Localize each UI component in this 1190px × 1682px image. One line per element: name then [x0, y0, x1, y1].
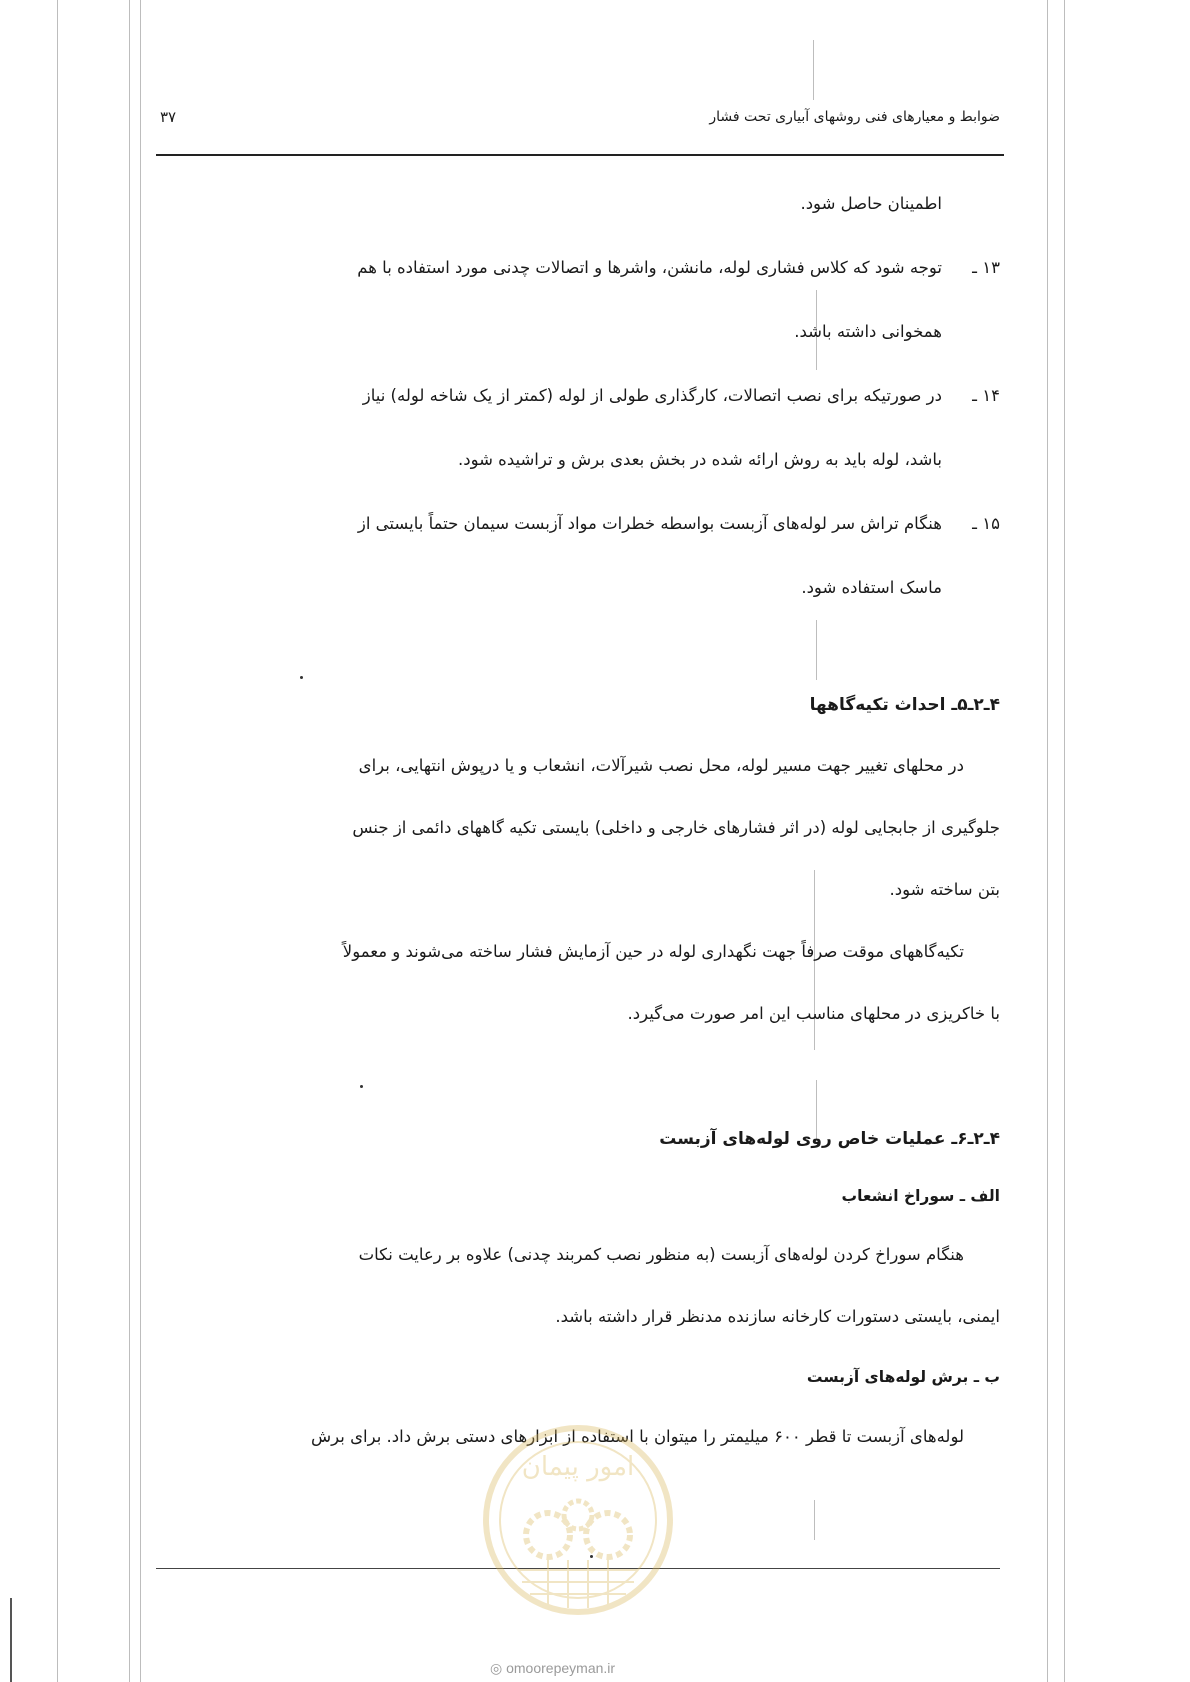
paragraph-line: لوله‌های آزبست تا قطر ۶۰۰ میلیمتر را میتوان با استفاده از ابزارهای دستی برش داد. برای برش: [311, 1427, 964, 1446]
paragraph-line: با خاکریزی در محلهای مناسب این امر صورت می‌گیرد.: [627, 1004, 1000, 1023]
paragraph-line: تکیه‌گاههای موقت صرفاً جهت نگهداری لوله در حین آزمایش فشار ساخته می‌شوند و معمولاً: [342, 942, 964, 961]
section-asbestos-ops: [160, 1110, 1000, 1468]
watermark-site: ◎ omoorepeyman.ir: [490, 1660, 616, 1676]
watermark-seal-icon: [478, 1420, 678, 1620]
scan-edge-line: [57, 0, 58, 1682]
section-supports: [160, 675, 1000, 1045]
item-text: در صورتیکه برای نصب اتصالات، کارگذاری طولی از لوله (کمتر از یک شاخه لوله) نیاز: [362, 386, 942, 405]
paragraph-line: هنگام سوراخ کردن لوله‌های آزبست (به منظور نصب کمربند چدنی) علاوه بر رعایت نکات: [358, 1245, 964, 1264]
numbered-items-block: [160, 172, 1000, 620]
scan-edge-line: [140, 0, 141, 1682]
item-number: ۱۵ ـ: [972, 514, 1000, 533]
item-continuation: ماسک استفاده شود.: [801, 578, 942, 597]
continuation-line: اطمینان حاصل شود.: [800, 194, 942, 213]
page-number: ۳۷: [160, 108, 177, 126]
item-number: ۱۴ ـ: [972, 386, 1000, 405]
scan-edge-line: [1047, 0, 1048, 1682]
paragraph-line: ایمنی، بایستی دستورات کارخانه سازنده مدنظر قرار داشته باشد.: [555, 1307, 1000, 1326]
scan-edge-line: [129, 0, 130, 1682]
paragraph-line: بتن ساخته شود.: [889, 880, 1000, 899]
header-rule: [156, 154, 1004, 156]
item-continuation: همخوانی داشته باشد.: [794, 322, 942, 341]
subsection-heading: الف ـ سوراخ انشعاب: [841, 1187, 1000, 1205]
list-item: [160, 364, 1000, 428]
list-item: [160, 236, 1000, 300]
item-text: هنگام تراش سر لوله‌های آزبست بواسطه خطرات مواد آزبست سیمان حتماً بایستی از: [357, 514, 942, 533]
subsection-heading: ب ـ برش لوله‌های آزبست: [806, 1368, 1000, 1386]
scan-edge-line: [10, 1598, 12, 1682]
list-item: [160, 492, 1000, 556]
paragraph-line: در محلهای تغییر جهت مسیر لوله، محل نصب شیرآلات، انشعاب و یا درپوش انتهایی، برای: [358, 756, 964, 775]
section-heading: ۴ـ۲ـ۵ـ احداث تکیه‌گاهها: [809, 695, 1000, 715]
paragraph-line: جلوگیری از جابجایی لوله (در اثر فشارهای خارجی و داخلی) بایستی تکیه گاههای دائمی از جنس: [352, 818, 1000, 837]
item-continuation: باشد، لوله باید به روش ارائه شده در بخش بعدی برش و تراشیده شود.: [458, 450, 942, 469]
scan-edge-line: [1064, 0, 1065, 1682]
item-text: توجه شود که کلاس فشاری لوله، مانشن، واشرها و اتصالات چدنی مورد استفاده با هم: [357, 258, 942, 277]
running-title: ضوابط و معیارهای فنی روشهای آبیاری تحت فشار: [709, 109, 1000, 125]
item-number: ۱۳ ـ: [972, 258, 1000, 277]
watermark-site-text: omoorepeyman.ir: [506, 1660, 616, 1676]
running-header: [160, 102, 1000, 132]
section-heading: ۴ـ۲ـ۶ـ عملیات خاص روی لوله‌های آزبست: [659, 1129, 1000, 1149]
seal-text: امور پیمان: [521, 1452, 635, 1482]
